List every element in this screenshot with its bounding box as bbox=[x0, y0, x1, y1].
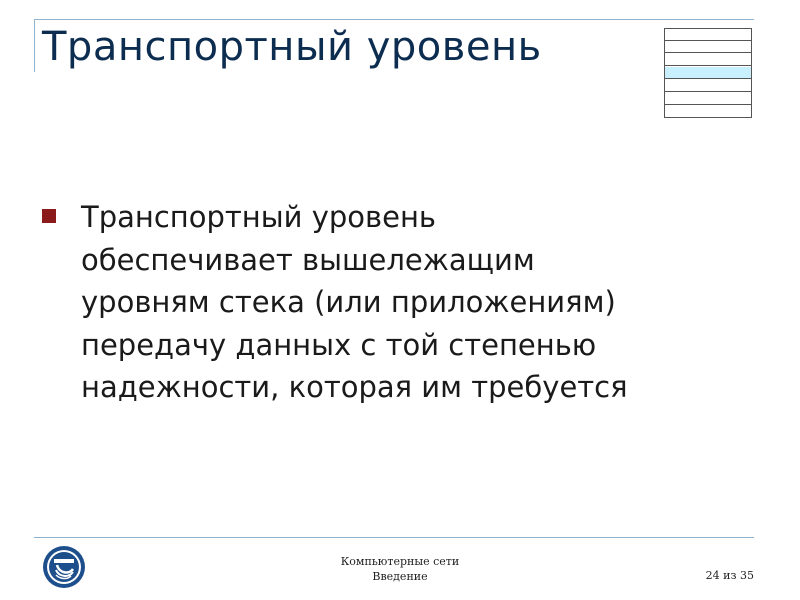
header-frame-left bbox=[34, 19, 35, 72]
bullet-line: передачу данных с той степенью bbox=[81, 327, 597, 362]
bullet-line: обеспечивает вышележащим bbox=[81, 242, 535, 277]
header-frame-top bbox=[34, 19, 754, 20]
footer-section: Введение bbox=[372, 570, 428, 583]
unn-logo-icon bbox=[42, 545, 86, 589]
bullet-line: уровням стека (или приложениям) bbox=[81, 285, 616, 319]
footer-center bbox=[300, 554, 500, 584]
slide-title: Транспортный уровень bbox=[42, 24, 542, 70]
stack-layer-transport bbox=[665, 67, 751, 79]
bullet-line: надежности, которая им требуется bbox=[81, 370, 628, 404]
bullet-marker-icon bbox=[42, 209, 56, 223]
stack-layer-2 bbox=[665, 41, 751, 53]
footer-divider bbox=[34, 537, 754, 538]
bullet-text bbox=[81, 196, 761, 409]
footer-course: Компьютерные сети bbox=[340, 555, 460, 568]
page-number: 24 из 35 bbox=[705, 569, 754, 582]
bullet-line: Транспортный уровень bbox=[81, 200, 437, 234]
stack-layer-3 bbox=[665, 54, 751, 66]
stack-layer-6 bbox=[665, 93, 751, 105]
protocol-stack-icon bbox=[664, 28, 752, 118]
stack-layer-1 bbox=[665, 29, 751, 41]
stack-layer-5 bbox=[665, 80, 751, 92]
